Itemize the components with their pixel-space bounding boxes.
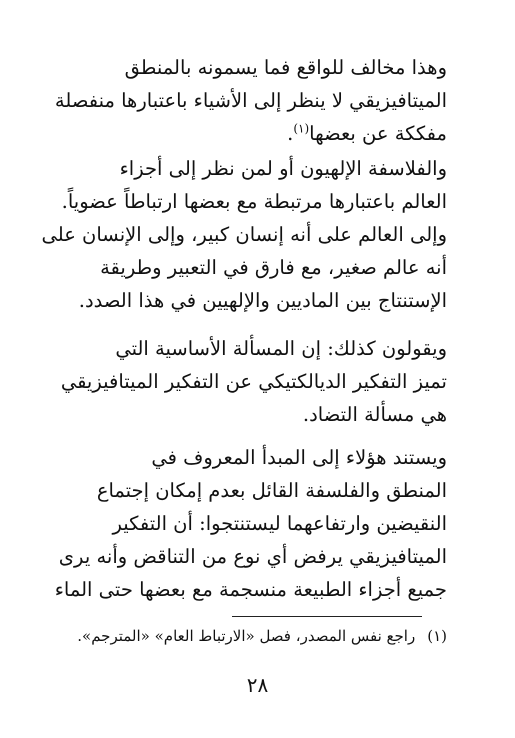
footnote-reference: (١) <box>293 121 310 136</box>
paragraph-line: وإلى العالم على أنه إنسان كبير، وإلى الإنسان على <box>41 223 447 246</box>
footnote <box>30 623 447 649</box>
paragraph-line: والفلاسفة الإلهيون أو لمن نظر إلى أجزاء <box>119 157 447 180</box>
paragraph-line: الإستنتاج بين الماديين والإلهيين في هذا الصدد. <box>78 289 447 312</box>
paragraph-line: العالم باعتبارها مرتبطة مع بعضها ارتباطاً عضوياً. <box>61 190 447 213</box>
paragraph-line: أنه عالم صغير، مع فارق في التعبير وطريقة <box>100 256 447 279</box>
paragraph-line <box>30 117 447 150</box>
paragraph-line: ويستند هؤلاء إلى المبدأ المعروف في <box>151 446 447 469</box>
paragraph-line: هي مسألة التضاد. <box>302 403 447 426</box>
paragraph-1 <box>30 51 447 150</box>
paragraph-line: وهذا مخالف للواقع فما يسمونه بالمنطق <box>124 56 447 79</box>
paragraph-2 <box>30 152 447 317</box>
paragraph-line: جميع أجزاء الطبيعة منسجمة مع بعضها حتى الماء <box>54 578 447 601</box>
paragraph-line: ويقولون كذلك: إن المسألة الأساسية التي <box>115 337 447 360</box>
paragraph-line: المنطق والفلسفة القائل بعدم إمكان إجتماع <box>96 479 447 502</box>
footnote-text: راجع نفس المصدر، فصل «الارتباط العام» «المترجم». <box>77 627 416 645</box>
paragraph-line-text: مفككة عن بعضها <box>309 122 447 145</box>
paragraph-line: تميز التفكير الديالكتيكي عن التفكير الميتافيزيقي <box>60 370 447 393</box>
footnote-separator <box>232 616 422 617</box>
sentence-end: . <box>287 122 294 145</box>
paragraph-4 <box>30 441 447 606</box>
footnote-number: (١) <box>427 627 447 645</box>
paragraph-line: النقيضين وارتفاعهما ليستنتجوا: أن التفكير <box>112 512 447 535</box>
paragraph-3 <box>30 332 447 431</box>
paragraph-line: الميتافيزيقي لا ينظر إلى الأشياء باعتبارها منفصلة <box>54 89 447 112</box>
paragraph-line: الميتافيزيقي يرفض أي نوع من التناقض وأنه يرى <box>58 545 447 568</box>
page-number: ٢٨ <box>246 673 269 697</box>
